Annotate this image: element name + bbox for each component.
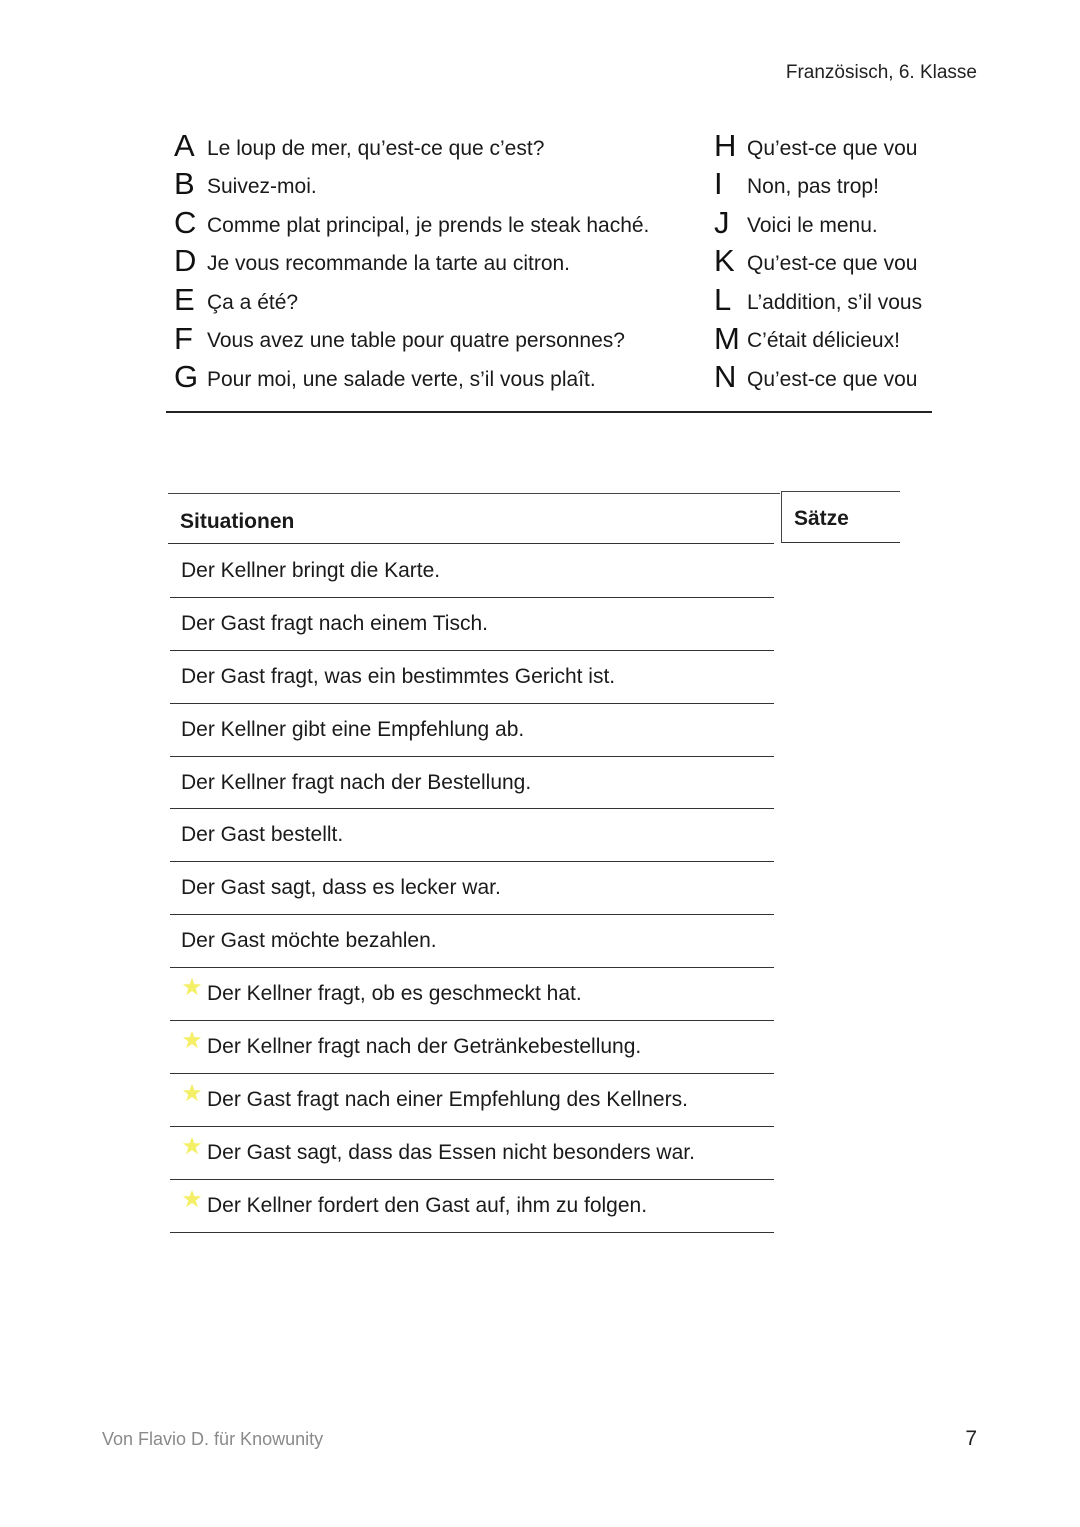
sentence-letter: L <box>714 281 732 317</box>
situation-text: Der Kellner fragt nach der Getränkebestellung. <box>207 1034 642 1058</box>
situation-text: Der Gast fragt nach einem Tisch. <box>181 611 488 635</box>
highlight-star-icon <box>181 976 203 998</box>
sentence-text: Voici le menu. <box>747 213 878 237</box>
sentence-letter: F <box>174 320 193 356</box>
table-row <box>170 1180 774 1233</box>
page-header-subject: Französisch, 6. Klasse <box>785 62 977 83</box>
sentence-item <box>174 354 704 393</box>
sentence-text: Comme plat principal, je prends le steak haché. <box>207 213 650 237</box>
table-row <box>170 1127 774 1180</box>
header-underline <box>168 543 774 544</box>
table-row <box>170 757 774 810</box>
sentence-letter: I <box>714 166 723 202</box>
sentence-item <box>174 315 704 354</box>
highlight-star-icon <box>181 1135 203 1157</box>
sentence-list-left <box>174 122 704 395</box>
sentence-item <box>714 199 932 238</box>
table-row <box>170 651 774 704</box>
highlight-star-icon <box>181 1029 203 1051</box>
sentence-text: Qu’est-ce que vou <box>747 252 918 276</box>
sentence-item <box>714 276 932 315</box>
sentence-item <box>174 276 704 315</box>
table-top-border <box>168 493 780 494</box>
sentence-list-right <box>714 122 932 392</box>
highlight-star-icon <box>181 1082 203 1104</box>
table-row <box>170 545 774 598</box>
situation-text: Der Kellner fragt nach der Bestellung. <box>181 770 532 794</box>
sentence-item <box>714 315 932 354</box>
sentence-letter: C <box>174 204 197 240</box>
situations-table <box>170 545 774 1233</box>
sentence-item <box>174 122 704 161</box>
divider <box>166 411 932 413</box>
sentence-letter: J <box>714 204 730 240</box>
table-row <box>170 915 774 968</box>
situation-text: Der Kellner bringt die Karte. <box>181 558 441 582</box>
header-underline-saetze <box>782 542 900 543</box>
sentence-letter: G <box>174 359 199 395</box>
table-row <box>170 704 774 757</box>
sentence-text: Je vous recommande la tarte au citron. <box>207 252 571 276</box>
sentence-letter: D <box>174 243 197 279</box>
sentence-text: C’était délicieux! <box>747 329 900 353</box>
sentence-item <box>714 122 932 161</box>
sentence-text: Ça a été? <box>207 290 299 314</box>
sentence-item <box>714 354 932 393</box>
sentence-letter: E <box>174 281 195 317</box>
footer-author: Von Flavio D. für Knowunity <box>102 1429 324 1449</box>
sentence-text: Suivez-moi. <box>207 175 317 199</box>
sentence-text: Vous avez une table pour quatre personnes? <box>207 329 625 353</box>
table-row <box>170 1074 774 1127</box>
sentence-letter: H <box>714 127 737 163</box>
table-top-border-saetze <box>782 491 900 492</box>
situation-text: Der Gast bestellt. <box>181 823 344 847</box>
sentence-item <box>174 238 704 277</box>
sentence-letter: A <box>174 127 195 163</box>
table-row <box>170 968 774 1021</box>
column-divider <box>781 491 782 543</box>
sentence-text: Qu’est-ce que vou <box>747 136 918 160</box>
sentence-letter: B <box>174 166 195 202</box>
situation-text: Der Kellner fordert den Gast auf, ihm zu folgen. <box>207 1193 648 1217</box>
table-row <box>170 598 774 651</box>
table-row <box>170 862 774 915</box>
sentence-item <box>174 199 704 238</box>
situation-text: Der Kellner fragt, ob es geschmeckt hat. <box>207 982 582 1006</box>
situation-text: Der Kellner gibt eine Empfehlung ab. <box>181 717 525 741</box>
situation-text: Der Gast fragt nach einer Empfehlung des Kellners. <box>207 1087 688 1111</box>
page-number: 7 <box>965 1427 977 1450</box>
table-row <box>170 809 774 862</box>
column-header-situationen: Situationen <box>180 510 295 533</box>
situation-text: Der Gast sagt, dass es lecker war. <box>181 876 501 900</box>
situation-text: Der Gast sagt, dass das Essen nicht besonders war. <box>207 1140 695 1164</box>
sentence-item <box>714 161 932 200</box>
situation-text: Der Gast fragt, was ein bestimmtes Gericht ist. <box>181 664 616 688</box>
sentence-letter: M <box>714 320 740 356</box>
highlight-star-icon <box>181 1188 203 1210</box>
sentence-letter: N <box>714 359 737 393</box>
sentence-text: Non, pas trop! <box>747 175 879 199</box>
sentence-text: Qu’est-ce que vou <box>747 368 918 392</box>
table-row <box>170 1021 774 1074</box>
sentence-letter: K <box>714 243 735 279</box>
sentence-text: L’addition, s’il vous <box>747 290 923 314</box>
situation-text: Der Gast möchte bezahlen. <box>181 929 437 953</box>
column-header-saetze: Sätze <box>794 507 849 530</box>
sentence-item <box>714 238 932 277</box>
sentence-text: Le loup de mer, qu’est-ce que c’est? <box>207 136 545 160</box>
sentence-text: Pour moi, une salade verte, s’il vous plaît. <box>207 368 596 392</box>
sentence-item <box>174 161 704 200</box>
